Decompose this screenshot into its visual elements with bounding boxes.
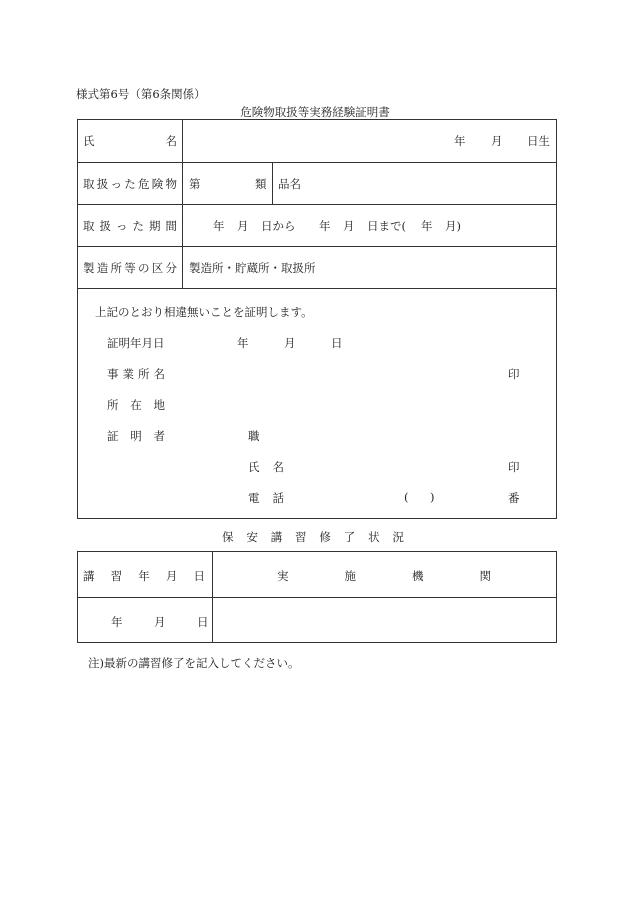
label-char: 状 [368,530,380,544]
cert-date-day: 日 [331,336,343,350]
label-char: 分 [165,261,177,275]
label-char: 造 [96,261,109,275]
label-char: 扱 [99,219,111,233]
period-from-month: 月 [237,219,249,233]
label-char: 機 [412,569,424,583]
certifier-name-label [248,459,284,475]
certification-statement: 上記のとおり相違無いことを証明します。 [95,305,313,319]
cert-date-label: 証明年月日 [107,336,165,350]
label-char: 況 [392,530,404,544]
footnote: 注)最新の講習修了を記入してください。 [88,656,300,670]
office-label [107,366,165,382]
birth-year: 年 [454,134,466,148]
facility-label [83,260,177,276]
label-char: 施 [344,569,356,583]
training-date-month: 月 [154,615,166,629]
label-char: 関 [479,569,491,583]
period-to-day: 日まで( [367,219,406,233]
label-char: 区 [151,261,164,275]
training-date-header [83,568,205,584]
period-from-year: 年 [213,219,225,233]
training-row-divider [77,597,557,598]
label-char: 在 [130,398,142,412]
label-char: 了 [343,530,356,544]
label-char: 間 [165,219,177,233]
label-char: 事 [107,367,119,381]
row-divider [77,246,557,247]
label-char: 地 [153,398,165,412]
label-char: 険 [151,177,164,191]
label-char: 名 [153,367,165,381]
label-char: 証 [107,429,119,443]
label-char: 名 [272,460,284,474]
label-char: 物 [165,177,177,191]
form-number: 様式第6号（第6条関係） [76,87,206,101]
training-column-divider [212,551,213,643]
label-char: 所 [110,261,122,275]
phone-close-paren: ) [430,490,435,504]
hazmat-product-label: 品名 [278,177,301,191]
address-label [107,397,165,413]
name-label-mei: 名 [165,134,177,148]
label-char: 氏 [248,460,260,474]
period-to-year: 年 [319,219,331,233]
facility-options[interactable]: 製造所・貯蔵所・取扱所 [189,261,316,275]
hazmat-cell-divider [272,162,273,204]
name-label-spread [83,133,177,149]
cert-date-month: 月 [284,336,296,350]
label-char: 講 [83,569,95,583]
period-from-day: 日から [261,219,296,233]
period-label [83,218,177,234]
label-char: た [132,219,144,233]
label-char: 安 [246,530,258,544]
label-char: 年 [138,569,150,583]
hazmat-product-field[interactable] [305,169,550,197]
hazmat-class-field[interactable] [205,169,250,197]
label-char: っ [116,219,128,233]
row-divider [77,288,557,289]
hazmat-class-prefix: 第 [189,177,201,191]
period-total-year: 年 [421,219,433,233]
label-char: 危 [138,177,150,191]
label-char: た [124,177,136,191]
label-char: 月 [165,569,178,583]
training-date-field[interactable] [85,604,205,636]
label-char: 所 [107,398,119,412]
seal-mark: 印 [508,367,520,381]
label-char: 期 [149,219,161,233]
birth-month: 月 [491,134,503,148]
document-title: 危険物取扱等実務経験証明書 [240,105,390,119]
phone-open-paren: ( [404,490,409,504]
label-char: 修 [319,530,331,544]
label-char: 所 [138,367,150,381]
label-char: っ [110,177,122,191]
label-char: 日 [193,569,205,583]
period-total-month: 月) [445,219,461,233]
position-label: 職 [248,429,260,443]
training-institution-field[interactable] [218,604,552,636]
name-field[interactable] [190,126,445,154]
label-char: 扱 [96,177,109,191]
cert-date-year: 年 [237,336,249,350]
training-heading [222,529,404,545]
label-char: 話 [272,491,284,505]
period-to-month: 月 [343,219,355,233]
phone-field[interactable] [295,484,495,508]
label-char: 保 [222,530,234,544]
period-field[interactable] [190,211,550,239]
label-char: 講 [270,530,283,544]
label-char: 業 [122,367,134,381]
phone-label [248,490,284,506]
training-date-year: 年 [111,615,123,629]
label-char: 電 [248,491,260,505]
label-char: の [138,261,150,275]
seal-mark-2: 印 [508,460,520,474]
hazmat-label [83,176,177,192]
address-field[interactable] [185,391,545,415]
label-char: 習 [295,530,307,544]
label-char: 習 [110,569,123,583]
label-char: 等 [124,261,136,275]
certifier-label [107,428,165,444]
hazmat-class-suffix: 類 [255,177,267,191]
office-field[interactable] [185,360,495,384]
label-char: 製 [83,261,95,275]
training-date-day: 日 [197,615,209,629]
label-char: 取 [83,177,95,191]
birth-day: 日生 [527,134,550,148]
label-char: 取 [83,219,95,233]
label-char: 明 [130,429,142,443]
position-field[interactable] [270,422,540,446]
phone-suffix: 番 [508,491,520,505]
label-char: 実 [277,569,289,583]
row-divider [77,162,557,163]
label-column-divider [182,119,183,288]
name-label-shi: 氏 [83,134,95,148]
certifier-name-field[interactable] [295,453,495,477]
training-institution-header [277,568,491,584]
row-divider [77,204,557,205]
label-char: 者 [153,429,165,443]
